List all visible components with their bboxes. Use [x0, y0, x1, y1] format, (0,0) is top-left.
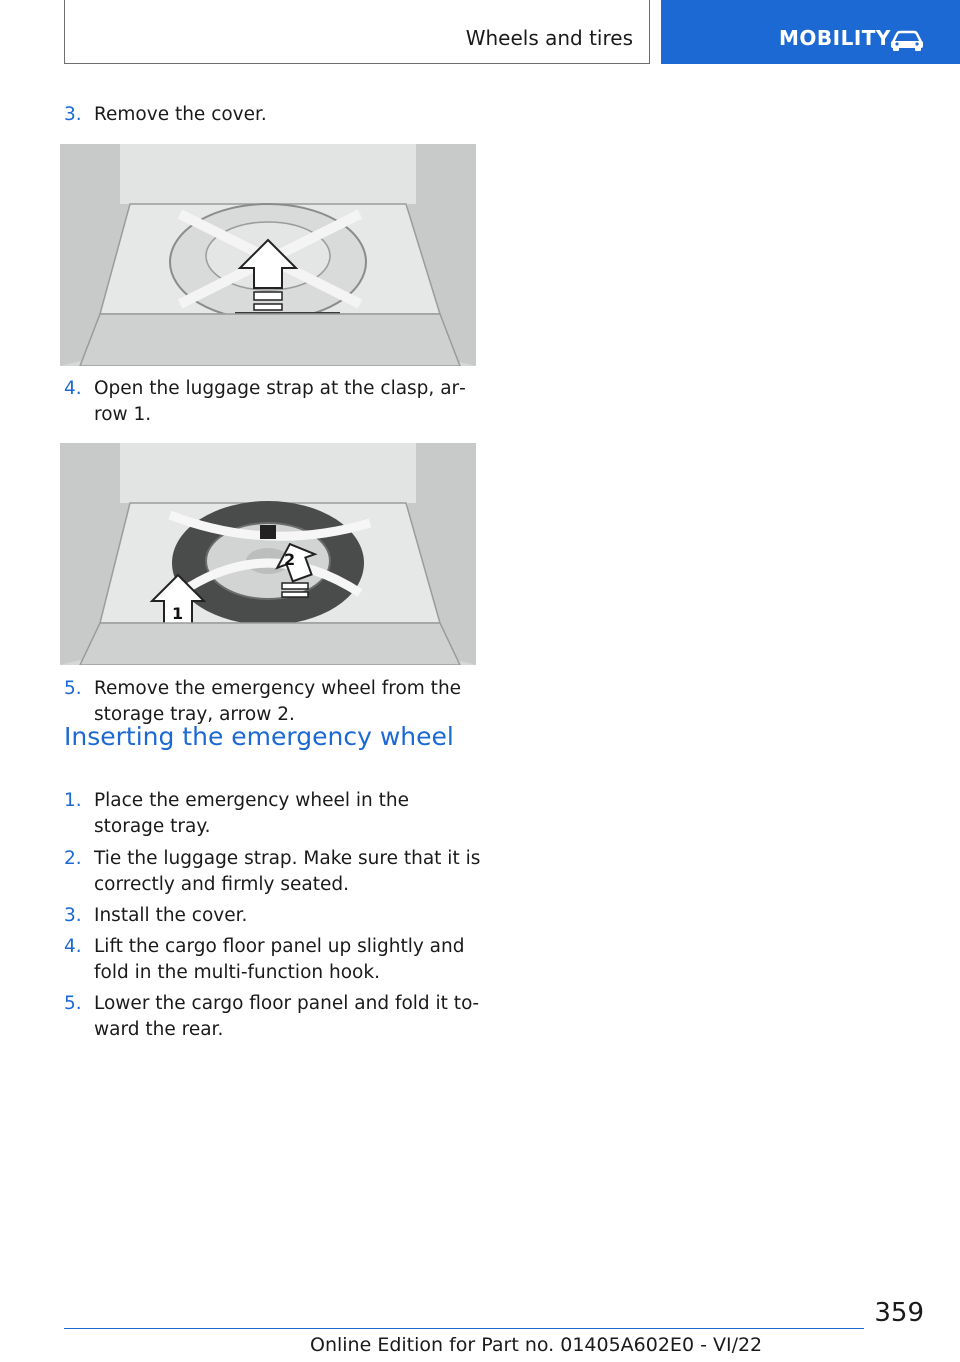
footer-text: Online Edition for Part no. 01405A602E0 - VI/22	[310, 1334, 763, 1356]
section-title: Wheels and tires	[465, 26, 633, 50]
list-item	[64, 991, 484, 1043]
step-text: Install the cover.	[94, 905, 248, 926]
figure-emergency-wheel	[60, 443, 476, 665]
step-number: 2.	[64, 848, 82, 869]
step-number: 5.	[64, 993, 82, 1014]
header-chapter-box	[661, 0, 960, 64]
step-text: Remove the cover.	[94, 104, 267, 125]
step-text: Remove the emergency wheel from the storage tray, arrow 2.	[94, 678, 462, 725]
step-text: Open the luggage strap at the clasp, ar‐row 1.	[94, 378, 466, 425]
list-item	[64, 903, 484, 929]
arrow-label-1: 1	[172, 604, 184, 623]
list-item	[64, 846, 484, 898]
step-text: Place the emergency wheel in the storage tray.	[94, 790, 409, 837]
step-text: Lift the cargo floor panel up slightly and fold in the multi-function hook.	[94, 936, 465, 983]
step-number: 3.	[64, 104, 82, 125]
list-item	[64, 788, 484, 840]
list-item	[64, 376, 484, 428]
list-item	[64, 102, 484, 128]
step-number: 5.	[64, 678, 82, 699]
header-section-box	[64, 0, 650, 64]
car-icon	[889, 28, 925, 52]
step-text: Tie the luggage strap. Make sure that it is correctly and firmly seated.	[94, 848, 481, 895]
page-number: 359	[874, 1298, 924, 1328]
step-number: 4.	[64, 378, 82, 399]
footer-divider	[64, 1328, 864, 1329]
list-item	[64, 676, 484, 728]
step-number: 4.	[64, 936, 82, 957]
step-number: 1.	[64, 790, 82, 811]
list-item	[64, 934, 484, 986]
section-heading: Inserting the emergency wheel	[64, 722, 454, 751]
step-number: 3.	[64, 905, 82, 926]
arrow-label-2: 2	[284, 550, 296, 569]
figure-cargo-cover	[60, 144, 476, 366]
step-text: Lower the cargo floor panel and fold it to‐ward the rear.	[94, 993, 480, 1040]
chapter-title: MOBILITY	[779, 26, 891, 50]
